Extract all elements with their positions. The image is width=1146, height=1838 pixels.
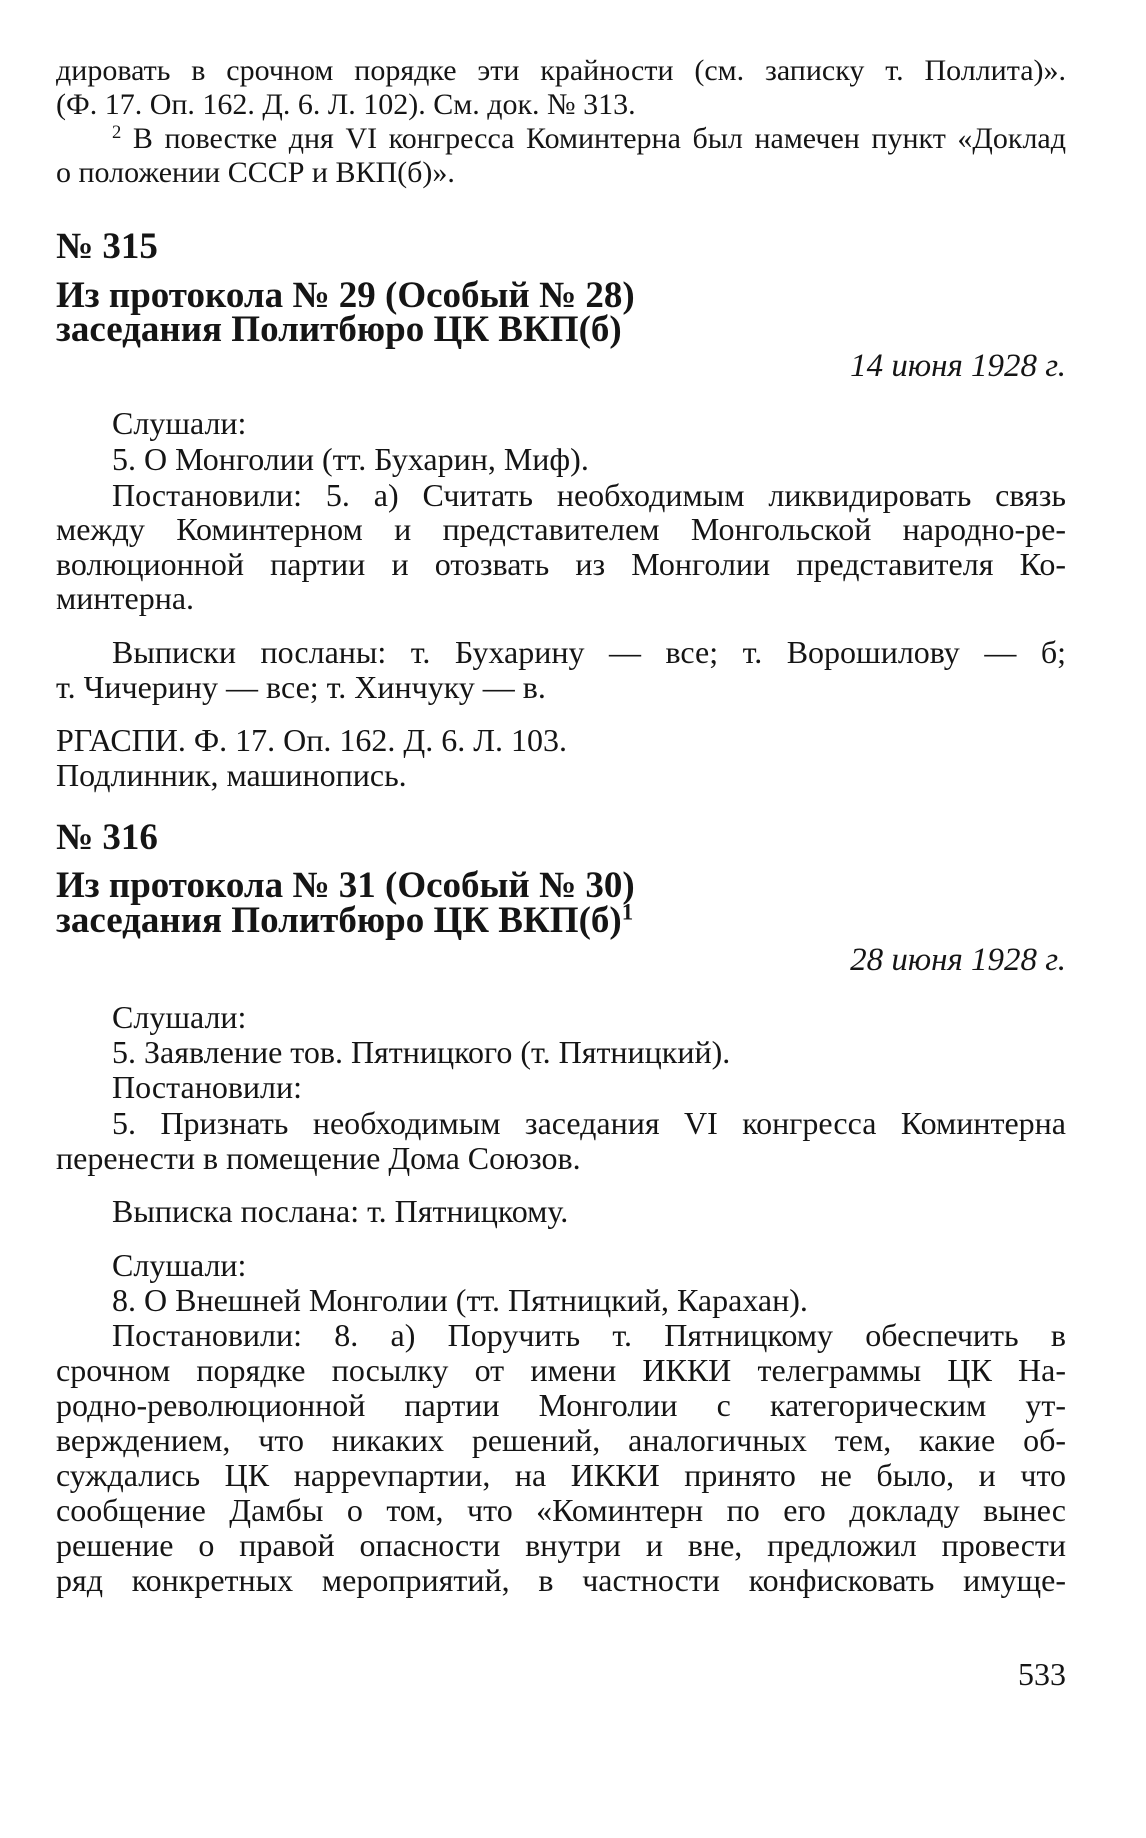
footnote-continuation-line: дировать в срочном порядке эти крайности (см. записку т. Поллита)». (56, 54, 1066, 87)
decided-line: верждением, что никаких решений, аналогичных тем, какие об- (56, 1422, 1066, 1458)
doc-316-title-line: Из протокола № 31 (Особый № 30) (56, 865, 635, 906)
doc-315-number: № 315 (56, 226, 158, 267)
extracts-line: Выписки посланы: т. Бухарину — все; т. Ворошилову — б; (112, 634, 1066, 670)
decided-line: Постановили: 8. а) Поручить т. Пятницкому обеспечить в (112, 1317, 1066, 1353)
extract-line: Выписка послана: т. Пятницкому. (112, 1193, 569, 1229)
heard-item: 5. О Монголии (тт. Бухарин, Миф). (112, 441, 589, 477)
heard-item: 8. О Внешней Монголии (тт. Пятницкий, Карахан). (112, 1282, 808, 1318)
footnote-continuation-line: (Ф. 17. Оп. 162. Д. 6. Л. 102). См. док. № 313. (56, 88, 636, 121)
heard-item: 5. Заявление тов. Пятницкого (т. Пятницкий). (112, 1034, 731, 1070)
heard-label: Слушали: (112, 405, 247, 441)
doc-316-title-footnote-mark: 1 (621, 899, 634, 925)
footnote-2 (112, 122, 1066, 156)
decided-line: родно-революционной партии Монголии с категорическим ут- (56, 1387, 1066, 1423)
decided-line: ряд конкретных мероприятий, в частности конфисковать имуще- (56, 1562, 1066, 1598)
doc-315-date: 14 июня 1928 г. (850, 348, 1066, 384)
archive-source: РГАСПИ. Ф. 17. Оп. 162. Д. 6. Л. 103. (56, 722, 567, 758)
heard-label: Слушали: (112, 1247, 247, 1283)
decided-line: волюционной партии и отозвать из Монголии представителя Ко- (56, 546, 1066, 582)
decided-line: решение о правой опасности внутри и вне, предложил провести (56, 1527, 1066, 1563)
doc-315-title-line: Из протокола № 29 (Особый № 28) (56, 275, 635, 316)
doc-316-title-line (56, 901, 633, 941)
extracts-line: т. Чичерину — все; т. Хинчуку — в. (56, 669, 546, 705)
doc-315-title-line: заседания Политбюро ЦК ВКП(б) (56, 309, 622, 350)
decided-line: Постановили: 5. а) Считать необходимым ликвидировать связь (112, 477, 1066, 513)
footnote-2-line: о положении СССР и ВКП(б)». (56, 156, 455, 189)
decided-line: между Коминтерном и представителем Монгольской народно-ре- (56, 511, 1066, 547)
decided-label: Постановили: (112, 1069, 303, 1105)
footnote-2-mark: 2 (112, 121, 122, 143)
doc-316-title-text: заседания Политбюро ЦК ВКП(б) (56, 900, 622, 941)
heard-label: Слушали: (112, 999, 247, 1035)
archive-note: Подлинник, машинопись. (56, 757, 407, 793)
decided-line: сообщение Дамбы о том, что «Коминтерн по его докладу вынес (56, 1492, 1066, 1528)
decided-line: суждались ЦК наррevпартии, на ИККИ принято не было, и что (56, 1457, 1066, 1493)
footnote-2-text: В повестке дня VI конгресса Коминтерна был намечен пункт «Доклад (121, 122, 1066, 155)
decided-line: перенести в помещение Дома Союзов. (56, 1140, 581, 1176)
page-number: 533 (1018, 1656, 1066, 1692)
doc-316-number: № 316 (56, 817, 158, 858)
doc-316-date: 28 июня 1928 г. (850, 942, 1066, 978)
decided-line: срочном порядке посылку от имени ИККИ телеграммы ЦК На- (56, 1352, 1066, 1388)
document-page (56, 0, 1066, 1838)
decided-line: минтерна. (56, 580, 195, 616)
decided-line: 5. Признать необходимым заседания VI конгресса Коминтерна (112, 1105, 1066, 1141)
